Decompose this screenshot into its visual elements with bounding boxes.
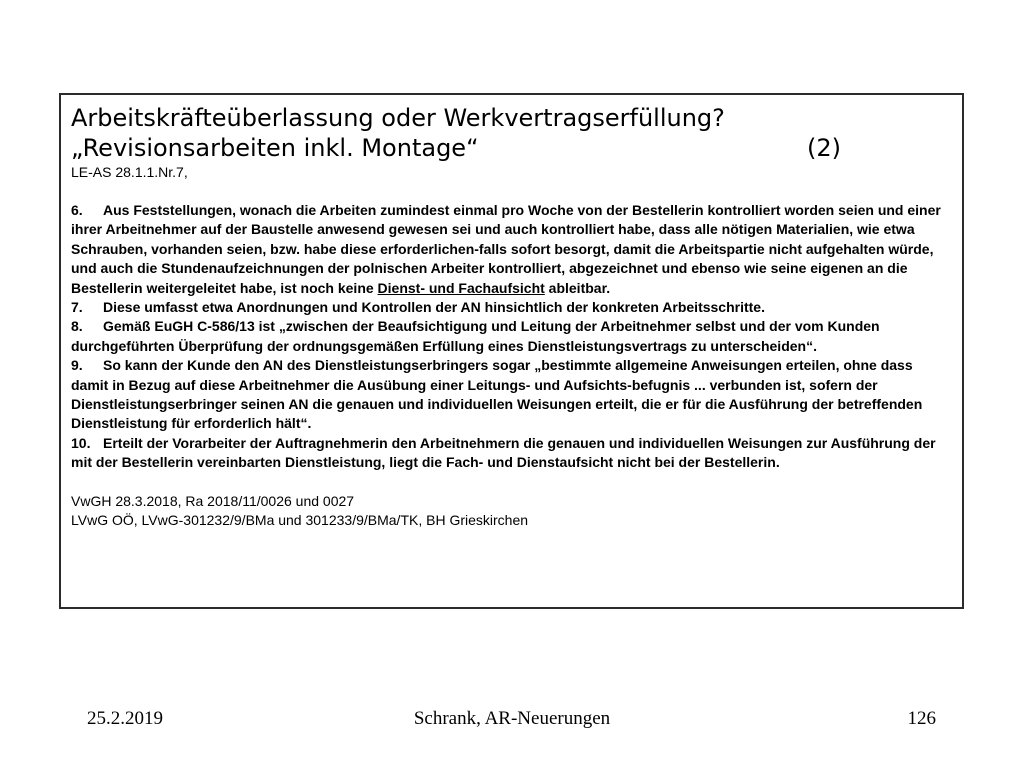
paragraph-10-text: Erteilt der Vorarbeiter der Auftragnehmerin den Arbeitnehmern die genauen und individuellen Weisungen zur Ausführung der mit der Bestellerin vereinbarten Dienstleistung, liegt die Fach- und Dienstaufsicht nicht bei der Bestellerin.: [71, 434, 936, 471]
paragraph-6-number: 6.: [71, 202, 83, 218]
paragraph-6-underlined: Dienst- und Fachaufsicht: [377, 279, 545, 296]
footer-page-number: 126: [907, 708, 936, 729]
reference-bottom-1: VwGH 28.3.2018, Ra 2018/11/0026 und 0027: [71, 492, 355, 509]
paragraph-6: [71, 201, 952, 298]
spacer: [71, 473, 952, 492]
spacer: [71, 182, 952, 201]
paragraph-7-text: Diese umfasst etwa Anordnungen und Kontrollen der AN hinsichtlich der konkreten Arbeitsschritte.: [103, 299, 765, 316]
paragraph-9-number: 9.: [71, 357, 83, 374]
slide-part-number: (2): [807, 134, 841, 162]
slide-title-line1: Arbeitskräfteüberlassung oder Werkvertragserfüllung?: [71, 104, 725, 132]
paragraph-10-number: 10.: [71, 434, 91, 451]
paragraph-9: [71, 356, 952, 434]
paragraph-8-number: 8.: [71, 318, 83, 335]
paragraph-7-number: 7.: [71, 299, 83, 316]
paragraph-9-text: So kann der Kunde den AN des Dienstleistungserbringers sogar „bestimmte allgemeine Anweisungen erteilen, ohne dass damit in Bezug auf diese Arbeitnehmer die Ausübung einer Leitungs- und Aufsichts-befugnis ... verbunden ist, sofern der Dienstleistungserbringer seinen AN die genauen und individuellen Weisungen erteilt, die er für die Ausführung der betreffenden Dienstleistung für erforderlich hält“.: [71, 357, 923, 432]
paragraph-7: [71, 298, 952, 317]
paragraph-8-text: Gemäß EuGH C-586/13 ist „zwischen der Beaufsichtigung und Leitung der Arbeitnehmer selbst und der vom Kunden durchgeführten Überprüfung der ordnungsgemäßen Erfüllung eines Dienstleistungsvertrags zu unterscheiden“.: [71, 318, 880, 354]
slide-title-line2: [71, 133, 841, 163]
footer-date: 25.2.2019: [87, 708, 163, 729]
reference-top: LE-AS 28.1.1.Nr.7,: [71, 164, 188, 180]
paragraph-10: [71, 434, 952, 473]
paragraph-8: [71, 317, 952, 356]
content-box: [59, 93, 964, 609]
slide-subtitle: „Revisionsarbeiten inkl. Montage“: [71, 134, 479, 162]
paragraph-6-text-end: ableitbar.: [548, 279, 611, 296]
reference-bottom-2: LVwG OÖ, LVwG-301232/9/BMa und 301233/9/BMa/TK, BH Grieskirchen: [71, 511, 529, 528]
footer-title: Schrank, AR-Neuerungen: [413, 708, 611, 729]
paragraph-6-text: Aus Feststellungen, wonach die Arbeiten zumindest einmal pro Woche von der Bestellerin kontrolliert worden seien und einer ihrer Arbeitnehmer auf der Baustelle anwesend gewesen sei und auch kontrolliert habe, dass alle nötigen Materialien, wie etwa Schrauben, vorhanden seien, bzw. habe diese erforderlichen-falls sofort besorgt, damit die Arbeitspartie nicht aufgehalten würde, und auch die Stundenaufzeichnungen der polnischen Arbeiter kontrolliert, abgezeichnet und ebenso wie seine eigenen an die Bestellerin weitergeleitet habe, ist noch keine: [71, 202, 941, 296]
